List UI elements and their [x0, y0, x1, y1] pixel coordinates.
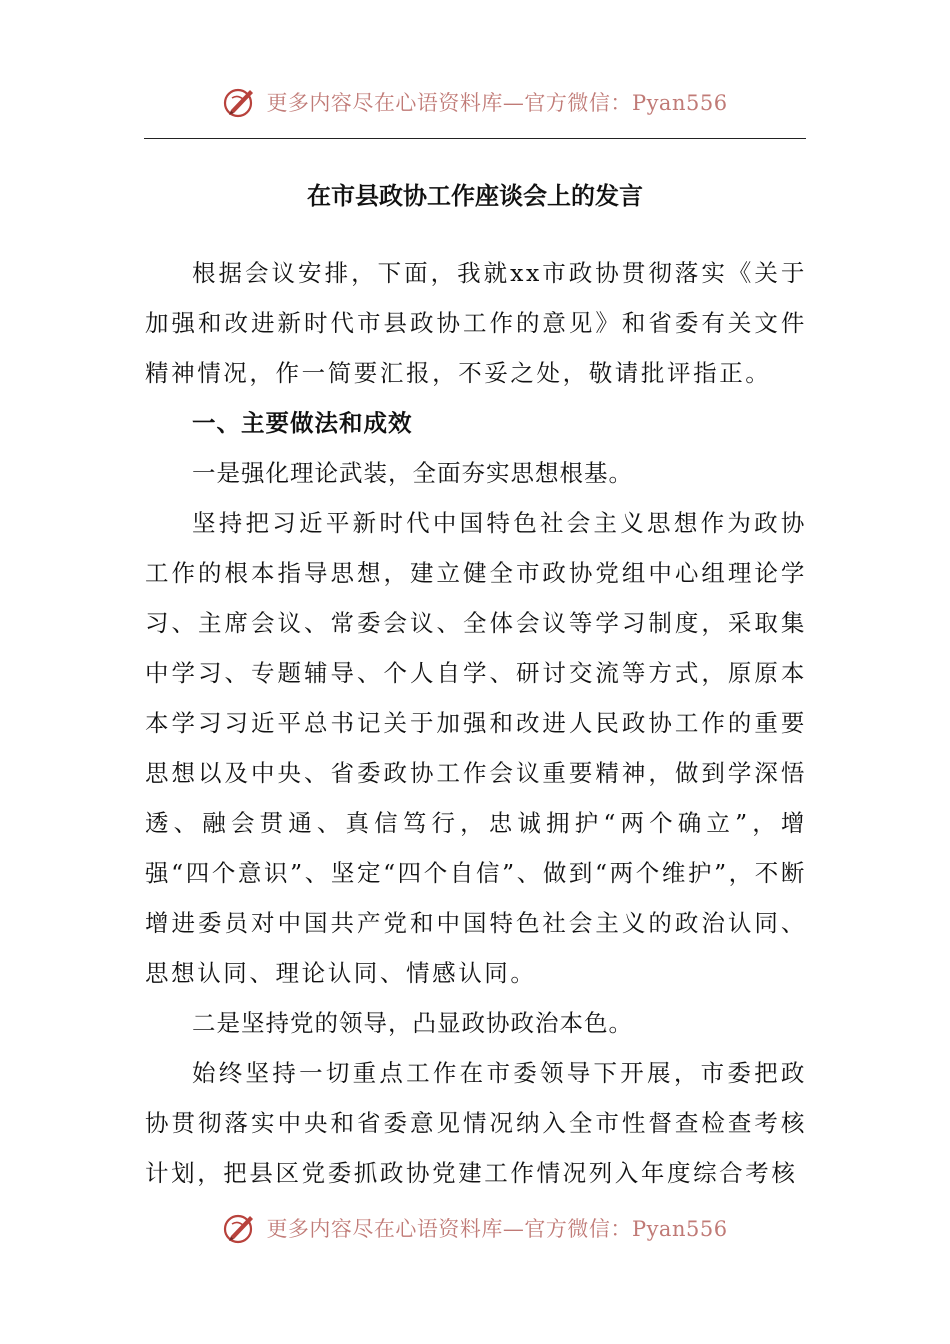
- pen-logo-icon: [222, 84, 258, 120]
- wechat-id: Pyan556: [631, 1217, 728, 1241]
- banner-text: 更多内容尽在心语资料库—官方微信：Pyan556: [266, 91, 728, 115]
- pen-logo-icon: [222, 1210, 258, 1246]
- banner-text: 更多内容尽在心语资料库—官方微信：Pyan556: [266, 1217, 728, 1241]
- point-title: 一是强化理论武装，全面夯实思想根基。: [192, 459, 633, 487]
- header-banner: [0, 80, 950, 124]
- section-heading: 一、主要做法和成效: [192, 409, 413, 437]
- footer-banner: [0, 1206, 950, 1250]
- header-divider: [144, 138, 806, 139]
- point-title: 二是坚持党的领导，凸显政协政治本色。: [192, 1009, 633, 1037]
- point-body: 始终坚持一切重点工作在市委领导下开展，市委把政协贯彻落实中央和省委意见情况纳入全市性督查检查考核计划，把县区党委抓政协党建工作情况列入年度综合考核: [145, 1059, 807, 1187]
- document-title: 在市县政协工作座谈会上的发言: [307, 181, 643, 210]
- wechat-id: Pyan556: [631, 91, 728, 115]
- point-body: 坚持把习近平新时代中国特色社会主义思想作为政协工作的根本指导思想，建立健全市政协党组中心组理论学习、主席会议、常委会议、全体会议等学习制度，采取集中学习、专题辅导、个人自学、研讨交流等方式，原原本本学习习近平总书记关于加强和改进人民政协工作的重要思想以及中央、省委政协工作会议重要精神，做到学深悟透、融会贯通、真信笃行，忠诚拥护“两个确立”，增强“四个意识”、坚定“四个自信”、做到“两个维护”，不断增进委员对中国共产党和中国特色社会主义的政治认同、思想认同、理论认同、情感认同。: [145, 509, 807, 987]
- intro-paragraph: 根据会议安排，下面，我就xx市政协贯彻落实《关于加强和改进新时代市县政协工作的意见》和省委有关文件精神情况，作一简要汇报，不妥之处，敬请批评指正。: [145, 259, 807, 387]
- document-body: [145, 248, 807, 1198]
